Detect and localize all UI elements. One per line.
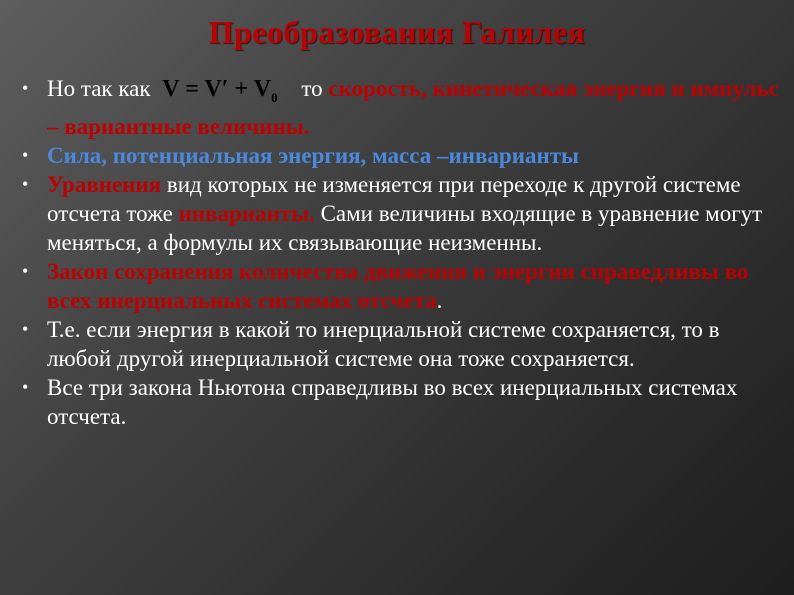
- bullet-dot-icon: •: [22, 318, 29, 339]
- bullet-text: Но так как: [47, 76, 151, 101]
- formula-v: V: [162, 76, 180, 102]
- bullet-item: [22, 74, 787, 141]
- highlight-conservation-laws: Закон сохранения количества движения и энергии справедливы во всех инерциальных системах отсчета: [47, 258, 749, 313]
- highlight-invariants: Сила, потенциальная энергия, масса –инварианты: [47, 142, 579, 168]
- bullet-text: Все три закона Ньютона справедливы во всех инерциальных системах отсчета.: [47, 374, 738, 429]
- bullet-dot-icon: •: [22, 173, 29, 194]
- bullet-text: вид которых не изменяется при переходе к другой системе отсчета тоже: [47, 171, 741, 226]
- bullet-dot-icon: •: [22, 144, 29, 165]
- highlight-equations: Уравнения: [47, 171, 162, 197]
- formula-equals: =: [179, 76, 205, 102]
- bullet-dot-icon: •: [22, 78, 29, 98]
- formula-v0: V: [253, 76, 272, 102]
- bullet-item: [22, 141, 787, 170]
- highlight-invariants-word: инварианты.: [178, 200, 315, 226]
- bullet-text-mid: то: [295, 76, 329, 101]
- formula-v0-subscript: 0: [271, 89, 278, 105]
- bullet-dot-icon: •: [22, 376, 29, 397]
- bullet-item: [22, 170, 787, 257]
- bullet-item: [22, 373, 787, 431]
- formula-plus: +: [228, 76, 254, 102]
- galilean-velocity-formula: [162, 75, 277, 112]
- bullet-text: .: [436, 287, 443, 313]
- bullet-item: [22, 315, 787, 373]
- bullet-text: Сами величины входящие в уравнение могут меняться, а формулы их связывающие неизменны.: [47, 200, 763, 255]
- bullet-dot-icon: •: [22, 260, 29, 281]
- bullet-text: Т.е. если энергия в какой то инерциальной системе сохраняется, то в любой другой инерциальной системе она тоже сохраняется.: [47, 316, 720, 371]
- highlight-variant-quantities: скорость, кинетическая энергия и импульс – вариантные величины.: [47, 76, 779, 139]
- formula-v-prime: V′: [204, 76, 229, 102]
- slide-title: Преобразования Галилея: [208, 14, 586, 50]
- bullet-item: [22, 257, 787, 315]
- bullet-list: [22, 74, 787, 431]
